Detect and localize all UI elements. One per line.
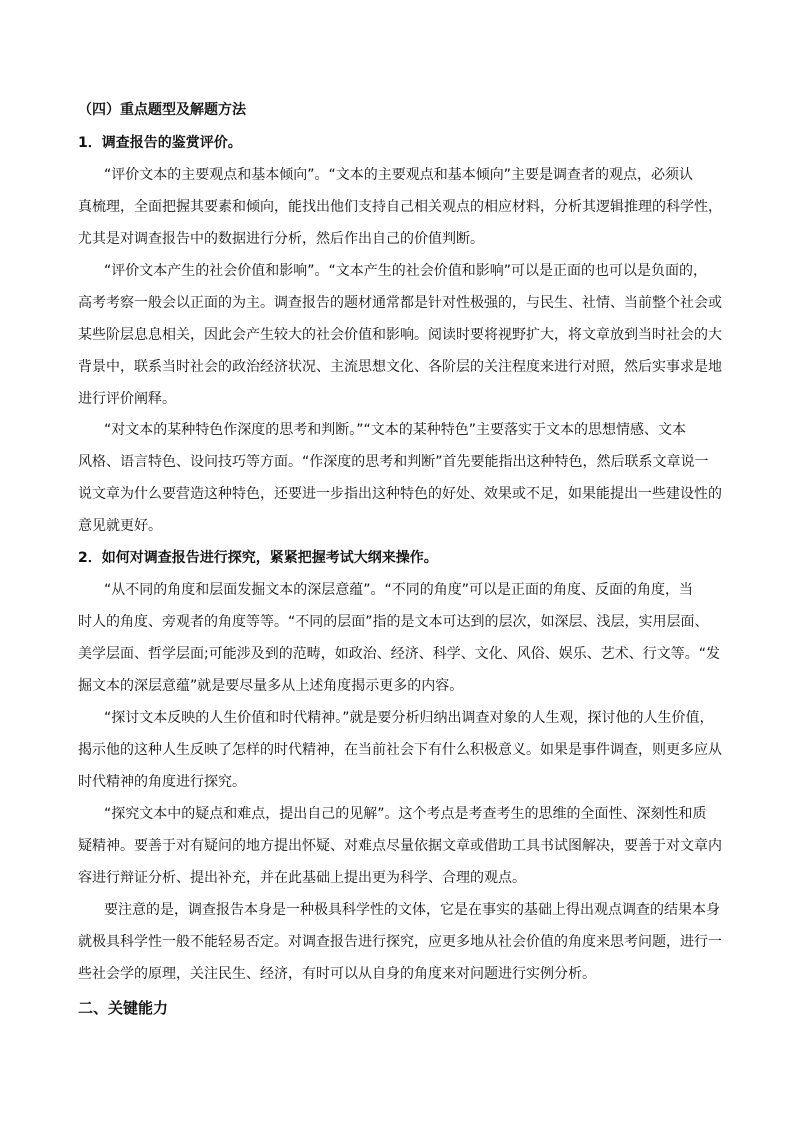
s1-p3-line-4: 意见就更好。 [78, 518, 162, 534]
s2-p1-line-2: 时人的角度、旁观者的角度等等。“不同的层面”指的是文本可达到的层次，如深层、浅层，实用层面、 [78, 614, 709, 630]
part-2-heading: 二、关键能力 [78, 999, 169, 1017]
subsection-2-title: 2．如何对调查报告进行探究，紧紧把握考试大纲来操作。 [78, 550, 438, 566]
s1-p3-line-1: “对文本的某种特色作深度的思考和判断。”“文本的某种特色”主要落实于文本的思想情感、文本 [104, 422, 687, 438]
s1-p3-line-2: 风格、语言特色、设问技巧等方面。“作深度的思考和判断”首先要能指出这种特色，然后联系文章说一 [78, 454, 709, 470]
section-heading: （四）重点题型及解题方法 [78, 102, 246, 118]
s2-p2-line-2: 揭示他的这种人生反映了怎样的时代精神，在当前社会下有什么积极意义。如果是事件调查，则更多应从 [78, 742, 722, 758]
s2-p3-line-3: 容进行辩证分析、提出补充，并在此基础上提出更为科学、合理的观点。 [78, 870, 526, 886]
s2-p1-line-1: “从不同的角度和层面发掘文本的深层意蕴”。“不同的角度”可以是正面的角度、反面的角度，当 [104, 582, 694, 598]
s2-p4-line-3: 些社会学的原理，关注民生、经济，有时可以从自身的角度来对问题进行实例分析。 [78, 966, 596, 982]
s2-p3-line-1: “探究文本中的疑点和难点，提出自己的见解”。这个考点是考查考生的思维的全面性、深刻性和质 [104, 806, 707, 822]
s2-p4-line-1: 要注意的是，调查报告本身是一种极具科学性的文体，它是在事实的基础上得出观点调查的结果本身 [104, 902, 720, 918]
s1-p1-line-3: 尤其是对调查报告中的数据进行分析，然后作出自己的价值判断。 [78, 231, 484, 247]
s2-p2-line-1: “探讨文本反映的人生价值和时代精神。”就是要分析归纳出调查对象的人生观，探讨他的人生价值， [104, 710, 714, 726]
s2-p1-line-4: 掘文本的深层意蕴”就是要尽量多从上述角度揭示更多的内容。 [78, 678, 464, 694]
s1-p3-line-3: 说文章为什么要营造这种特色，还要进一步指出这种特色的好处、效果或不足，如果能提出一些建设性的 [78, 486, 722, 502]
s2-p1-line-3: 美学层面、哲学层面;可能涉及到的范畴，如政治、经济、科学、文化、风俗、娱乐、艺术、行文等。“发 [78, 646, 720, 662]
s2-p3-line-2: 疑精神。要善于对有疑问的地方提出怀疑、对难点尽量依据文章或借助工具书试图解决，要善于对文章内 [78, 838, 722, 854]
s1-p2-line-2: 高考考察一般会以正面的为主。调查报告的题材通常都是针对性极强的，与民生、社情、当前整个社会或 [78, 295, 722, 311]
s1-p2-line-1: “评价文本产生的社会价值和影响”。“文本产生的社会价值和影响”可以是正面的也可以是负面的， [104, 263, 708, 279]
s1-p2-line-5: 进行评价阐释。 [78, 391, 176, 407]
s2-p4-line-2: 就极具科学性一般不能轻易否定。对调查报告进行探究，应更多地从社会价值的角度来思考问题，进行一 [78, 934, 722, 950]
s1-p2-line-3: 某些阶层息息相关，因此会产生较大的社会价值和影响。阅读时要将视野扩大，将文章放到当时社会的大 [78, 327, 722, 343]
s1-p1-line-1: “评价文本的主要观点和基本倾向”。“文本的主要观点和基本倾向”主要是调查者的观点，必须认 [104, 167, 694, 183]
s2-p2-line-3: 时代精神的角度进行探究。 [78, 774, 246, 790]
s1-p2-line-4: 背景中，联系当时社会的政治经济状况、主流思想文化、各阶层的关注程度来进行对照，然后实事求是地 [78, 359, 722, 375]
subsection-1-title: 1．调查报告的鉴赏评价。 [78, 135, 242, 151]
s1-p1-line-2: 真梳理，全面把握其要素和倾向，能找出他们支持自己相关观点的相应材料，分析其逻辑推理的科学性， [78, 199, 722, 215]
